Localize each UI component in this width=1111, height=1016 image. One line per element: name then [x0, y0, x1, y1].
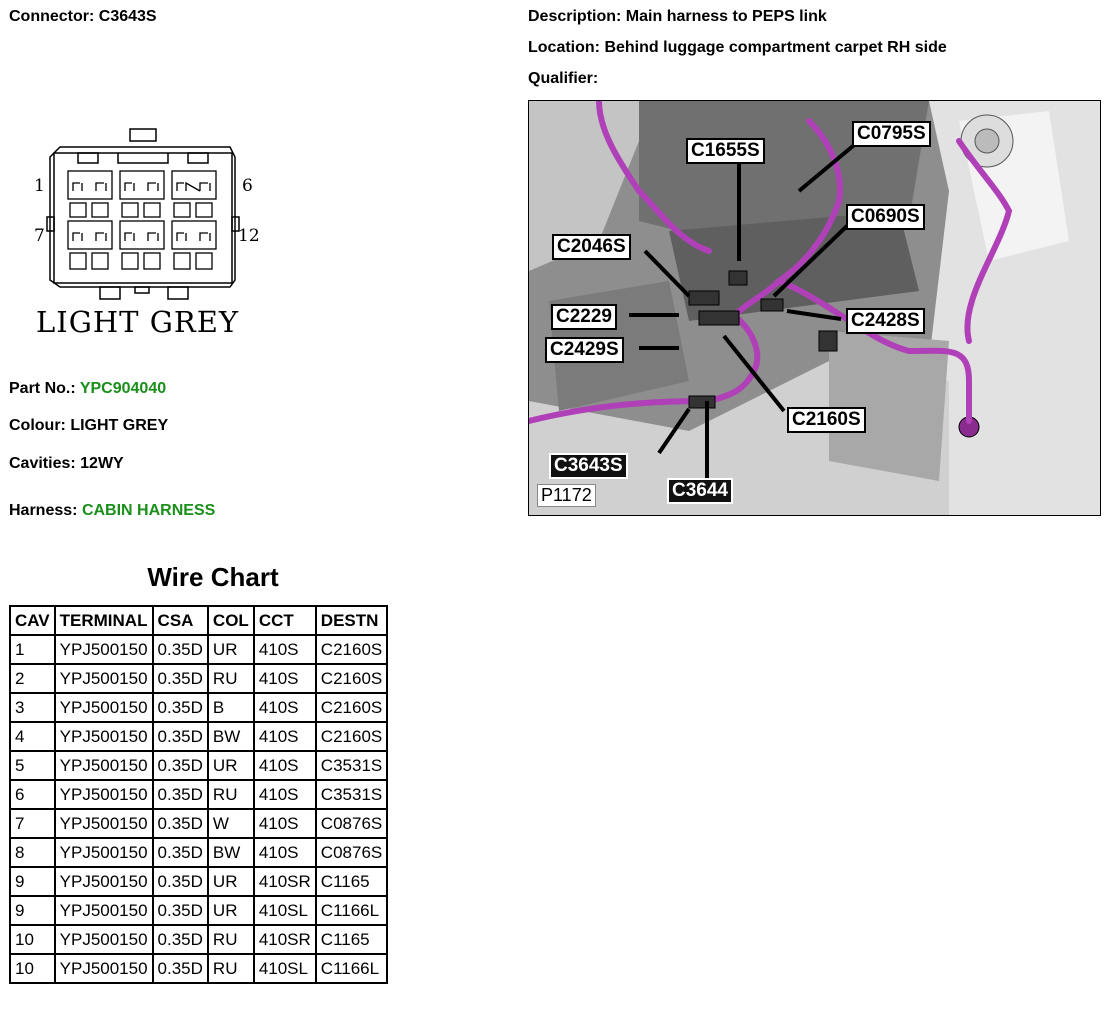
wire-chart-cell: 0.35D [153, 896, 208, 925]
harness-line [9, 502, 215, 520]
wire-chart-cell: 410SL [254, 954, 316, 983]
part-number-label: Part No.: [9, 380, 76, 397]
wire-chart-cell: 410S [254, 635, 316, 664]
harness-label: Harness: [9, 502, 78, 519]
wire-chart-row [10, 925, 387, 954]
wire-chart-row [10, 896, 387, 925]
wire-chart-cell: RU [208, 664, 254, 693]
wire-chart-row [10, 722, 387, 751]
qualifier-line [528, 70, 598, 88]
wire-chart-cell: C1166L [316, 954, 387, 983]
callout-c1655s: C1655S [686, 138, 765, 164]
wire-chart-cell: 4 [10, 722, 55, 751]
harness-link[interactable]: CABIN HARNESS [81, 502, 216, 519]
wire-chart-cell: W [208, 809, 254, 838]
diagram-colour-caption: LIGHT GREY [36, 305, 240, 339]
pin-label-7: 7 [34, 226, 45, 246]
wire-chart-cell: 410SR [254, 867, 316, 896]
location-label: Location: [528, 39, 600, 56]
wire-chart-table [9, 605, 388, 984]
location-line [528, 39, 947, 57]
wire-chart-cell: UR [208, 635, 254, 664]
wire-chart-cell: 0.35D [153, 809, 208, 838]
wire-chart-row [10, 867, 387, 896]
wire-chart-row [10, 635, 387, 664]
wire-chart-body [10, 635, 387, 983]
wire-chart-cell: 9 [10, 867, 55, 896]
wire-chart-cell: 5 [10, 751, 55, 780]
wire-chart-cell: 0.35D [153, 954, 208, 983]
wire-chart-cell: C3531S [316, 780, 387, 809]
wire-chart-cell: 9 [10, 896, 55, 925]
callout-c2429s: C2429S [545, 337, 624, 363]
part-number-link[interactable]: YPC904040 [79, 380, 167, 397]
wire-chart-cell: RU [208, 925, 254, 954]
wire-chart-title: Wire Chart [147, 562, 279, 592]
wire-chart-header-cell: CAV [10, 606, 55, 635]
wire-chart-cell: 0.35D [153, 722, 208, 751]
wire-chart-cell: 1 [10, 635, 55, 664]
figure-number: P1172 [537, 484, 596, 507]
connector-line [9, 8, 157, 26]
wire-chart-header-row [10, 606, 387, 635]
wire-chart-cell: 3 [10, 693, 55, 722]
wire-chart-cell: C1165 [316, 867, 387, 896]
wire-chart-cell: YPJ500150 [55, 896, 153, 925]
wire-chart-header-cell: DESTN [316, 606, 387, 635]
wire-chart-cell: YPJ500150 [55, 867, 153, 896]
wire-chart-header-cell: COL [208, 606, 254, 635]
wire-chart-cell: 0.35D [153, 751, 208, 780]
wire-chart-cell: C2160S [316, 664, 387, 693]
wire-chart-cell: C3531S [316, 751, 387, 780]
connector-face-diagram [30, 125, 270, 345]
connector-value: C3643S [98, 8, 157, 25]
wire-chart-cell: 410S [254, 838, 316, 867]
callout-c2428s: C2428S [846, 308, 925, 334]
location-photo [528, 100, 1101, 516]
wire-chart-cell: C1165 [316, 925, 387, 954]
callout-c2229: C2229 [551, 304, 617, 330]
wire-chart-cell: YPJ500150 [55, 780, 153, 809]
wire-chart-cell: 10 [10, 954, 55, 983]
wire-chart-cell: C0876S [316, 809, 387, 838]
wire-chart-cell: YPJ500150 [55, 635, 153, 664]
wire-chart-cell: 410S [254, 809, 316, 838]
wire-chart-cell: 0.35D [153, 780, 208, 809]
wire-chart-cell: C0876S [316, 838, 387, 867]
colour-line [9, 417, 168, 435]
pin-label-12: 12 [238, 226, 260, 246]
wire-chart-cell: C2160S [316, 722, 387, 751]
wire-chart-header-cell: CCT [254, 606, 316, 635]
wire-chart-cell: 6 [10, 780, 55, 809]
location-value: Behind luggage compartment carpet RH side [604, 39, 947, 56]
wire-chart-cell: 2 [10, 664, 55, 693]
wire-chart-cell: 0.35D [153, 635, 208, 664]
wire-chart-cell: YPJ500150 [55, 809, 153, 838]
wire-chart-cell: UR [208, 867, 254, 896]
wire-chart-cell: RU [208, 954, 254, 983]
part-number-line [9, 380, 166, 398]
wire-chart-row [10, 838, 387, 867]
wire-chart-cell: 0.35D [153, 838, 208, 867]
wire-chart-cell: 0.35D [153, 867, 208, 896]
wire-chart-cell: 0.35D [153, 693, 208, 722]
pin-label-6: 6 [242, 176, 253, 196]
wire-chart-row [10, 693, 387, 722]
wire-chart-cell: 410S [254, 664, 316, 693]
wire-chart-cell: 0.35D [153, 925, 208, 954]
connector-label: Connector: [9, 8, 95, 25]
callout-c2046s: C2046S [552, 234, 631, 260]
wire-chart-cell: UR [208, 751, 254, 780]
wire-chart-header-cell: TERMINAL [55, 606, 153, 635]
wire-chart-cell: C2160S [316, 635, 387, 664]
wire-chart-cell: BW [208, 838, 254, 867]
wire-chart-cell: YPJ500150 [55, 954, 153, 983]
wire-chart-row [10, 664, 387, 693]
wire-chart-cell: YPJ500150 [55, 751, 153, 780]
cavities-line [9, 455, 124, 473]
wire-chart-cell: 10 [10, 925, 55, 954]
description-line [528, 8, 827, 26]
wire-chart-cell: RU [208, 780, 254, 809]
wire-chart-cell: 410SL [254, 896, 316, 925]
callout-c3643s: C3643S [549, 453, 628, 479]
wire-chart-cell: 8 [10, 838, 55, 867]
wire-chart-row [10, 751, 387, 780]
wire-chart-cell: 0.35D [153, 664, 208, 693]
wire-chart-cell: 410S [254, 722, 316, 751]
wire-chart-cell: 410S [254, 751, 316, 780]
callout-c2160s: C2160S [787, 407, 866, 433]
wire-chart-cell: YPJ500150 [55, 925, 153, 954]
callout-c0690s: C0690S [846, 204, 925, 230]
colour-label: Colour: [9, 417, 66, 434]
wire-chart-cell: 410S [254, 693, 316, 722]
wire-chart-cell: 410S [254, 780, 316, 809]
wire-chart-cell: YPJ500150 [55, 722, 153, 751]
wire-chart-cell: C1166L [316, 896, 387, 925]
description-label: Description: [528, 8, 622, 25]
wire-chart-cell: 410SR [254, 925, 316, 954]
wire-chart-header-cell: CSA [153, 606, 208, 635]
wire-chart-cell: C2160S [316, 693, 387, 722]
wire-chart-cell: B [208, 693, 254, 722]
wire-chart-row [10, 809, 387, 838]
wire-chart-row [10, 954, 387, 983]
colour-value: LIGHT GREY [70, 417, 169, 434]
wire-chart-cell: UR [208, 896, 254, 925]
wire-chart-cell: YPJ500150 [55, 838, 153, 867]
cavities-label: Cavities: [9, 455, 76, 472]
description-value: Main harness to PEPS link [625, 8, 827, 25]
wire-chart-cell: BW [208, 722, 254, 751]
cavity-grid [68, 171, 216, 269]
callout-c0795s: C0795S [852, 121, 931, 147]
cavities-value: 12WY [80, 455, 124, 472]
wire-chart-cell: YPJ500150 [55, 664, 153, 693]
wire-chart-cell: YPJ500150 [55, 693, 153, 722]
qualifier-label: Qualifier: [528, 70, 599, 87]
wire-chart-cell: 7 [10, 809, 55, 838]
pin-label-1: 1 [34, 176, 45, 196]
wire-chart-row [10, 780, 387, 809]
callout-c3644: C3644 [667, 478, 733, 504]
